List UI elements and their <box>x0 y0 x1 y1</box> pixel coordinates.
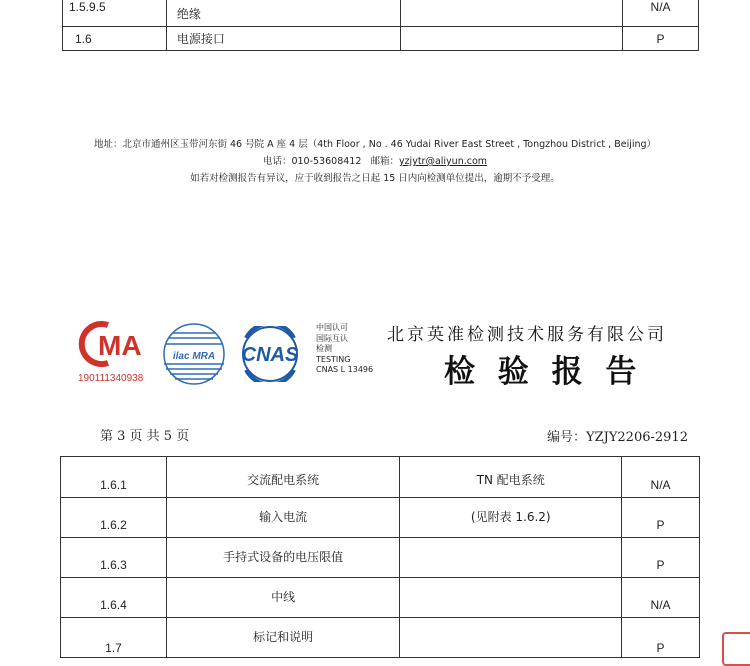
item-name: 电源接口 <box>166 27 401 51</box>
item-requirement <box>401 27 623 51</box>
table-row <box>61 498 700 538</box>
cnas-caption-line: CNAS L 13496 <box>316 365 374 374</box>
item-result: P <box>622 498 700 538</box>
svg-text:CNAS: CNAS <box>241 344 299 366</box>
footer-contact <box>0 153 750 167</box>
item-result: N/A <box>622 578 700 618</box>
company-name: 北京英准检测技术服务有限公司 <box>387 325 667 345</box>
item-name: 绝缘 <box>166 0 401 27</box>
item-name: 手持式设备的电压限值 <box>166 538 400 578</box>
table-row <box>61 457 700 498</box>
globe-icon <box>162 322 226 386</box>
cnas-caption-line: 检测 <box>316 344 332 353</box>
item-code: 1.6.4 <box>61 578 167 618</box>
table-row <box>61 538 700 578</box>
cnas-logo <box>232 326 308 382</box>
ilac-logo <box>162 322 226 386</box>
cnas-caption-line: 国际互认 <box>316 333 348 343</box>
svg-text:ilac MRA: ilac MRA <box>172 351 216 362</box>
item-code: 1.6.3 <box>61 538 167 578</box>
table-row <box>63 0 699 27</box>
report-title: 检 验 报 告 <box>444 354 643 390</box>
footer-email-link[interactable]: yzjytr@aliyun.com <box>398 156 488 167</box>
cnas-mark-icon <box>232 326 308 382</box>
svg-text:MA: MA <box>98 330 142 361</box>
item-code: 1.6 <box>63 27 167 51</box>
item-result: P <box>622 538 700 578</box>
item-requirement <box>401 0 623 27</box>
item-result: P <box>622 618 700 658</box>
table-row <box>61 578 700 618</box>
table-row <box>63 27 699 51</box>
cnas-caption-line: TESTING <box>316 354 351 364</box>
page-info: 第 3 页 共 5 页 <box>100 429 190 444</box>
item-code: 1.6.2 <box>61 498 167 538</box>
footer-email-label: 邮箱： <box>370 156 399 167</box>
item-requirement: TN 配电系统 <box>400 457 622 498</box>
item-code: 1.6.1 <box>61 457 167 498</box>
item-result: P <box>623 27 699 51</box>
item-code: 1.5.9.5 <box>63 0 167 27</box>
footer-notice: 如若对检测报告有异议，应于收到报告之日起 15 日内向检测单位提出，逾期不予受理。 <box>190 173 560 184</box>
item-requirement: (见附表 1.6.2) <box>400 498 622 538</box>
inspection-table <box>60 456 700 658</box>
cnas-caption-line: 中国认可 <box>316 323 348 332</box>
cma-number: 190111340938 <box>78 373 144 384</box>
item-requirement <box>400 578 622 618</box>
item-requirement <box>400 538 622 578</box>
item-result: N/A <box>623 0 699 27</box>
footer-phone: 电话：010-53608412 <box>262 156 362 167</box>
report-number: 编号：YZJY2206-2912 <box>547 430 688 445</box>
item-name: 标记和说明 <box>166 618 400 658</box>
stamp-fragment <box>722 632 750 666</box>
footer-address: 地址：北京市通州区玉带河东街 46 号院 A 座 4 层（4th Floor , No . 46 Yudai River East Street , Tongzhou District , Beijing） <box>93 139 657 150</box>
cnas-caption <box>316 323 373 376</box>
item-result: N/A <box>622 457 700 498</box>
item-name: 输入电流 <box>166 498 400 538</box>
top-table <box>62 0 699 51</box>
cma-mark-icon <box>78 321 150 367</box>
item-name: 中线 <box>166 578 400 618</box>
item-code: 1.7 <box>61 618 167 658</box>
item-name: 交流配电系统 <box>166 457 400 498</box>
cma-logo <box>78 321 158 385</box>
